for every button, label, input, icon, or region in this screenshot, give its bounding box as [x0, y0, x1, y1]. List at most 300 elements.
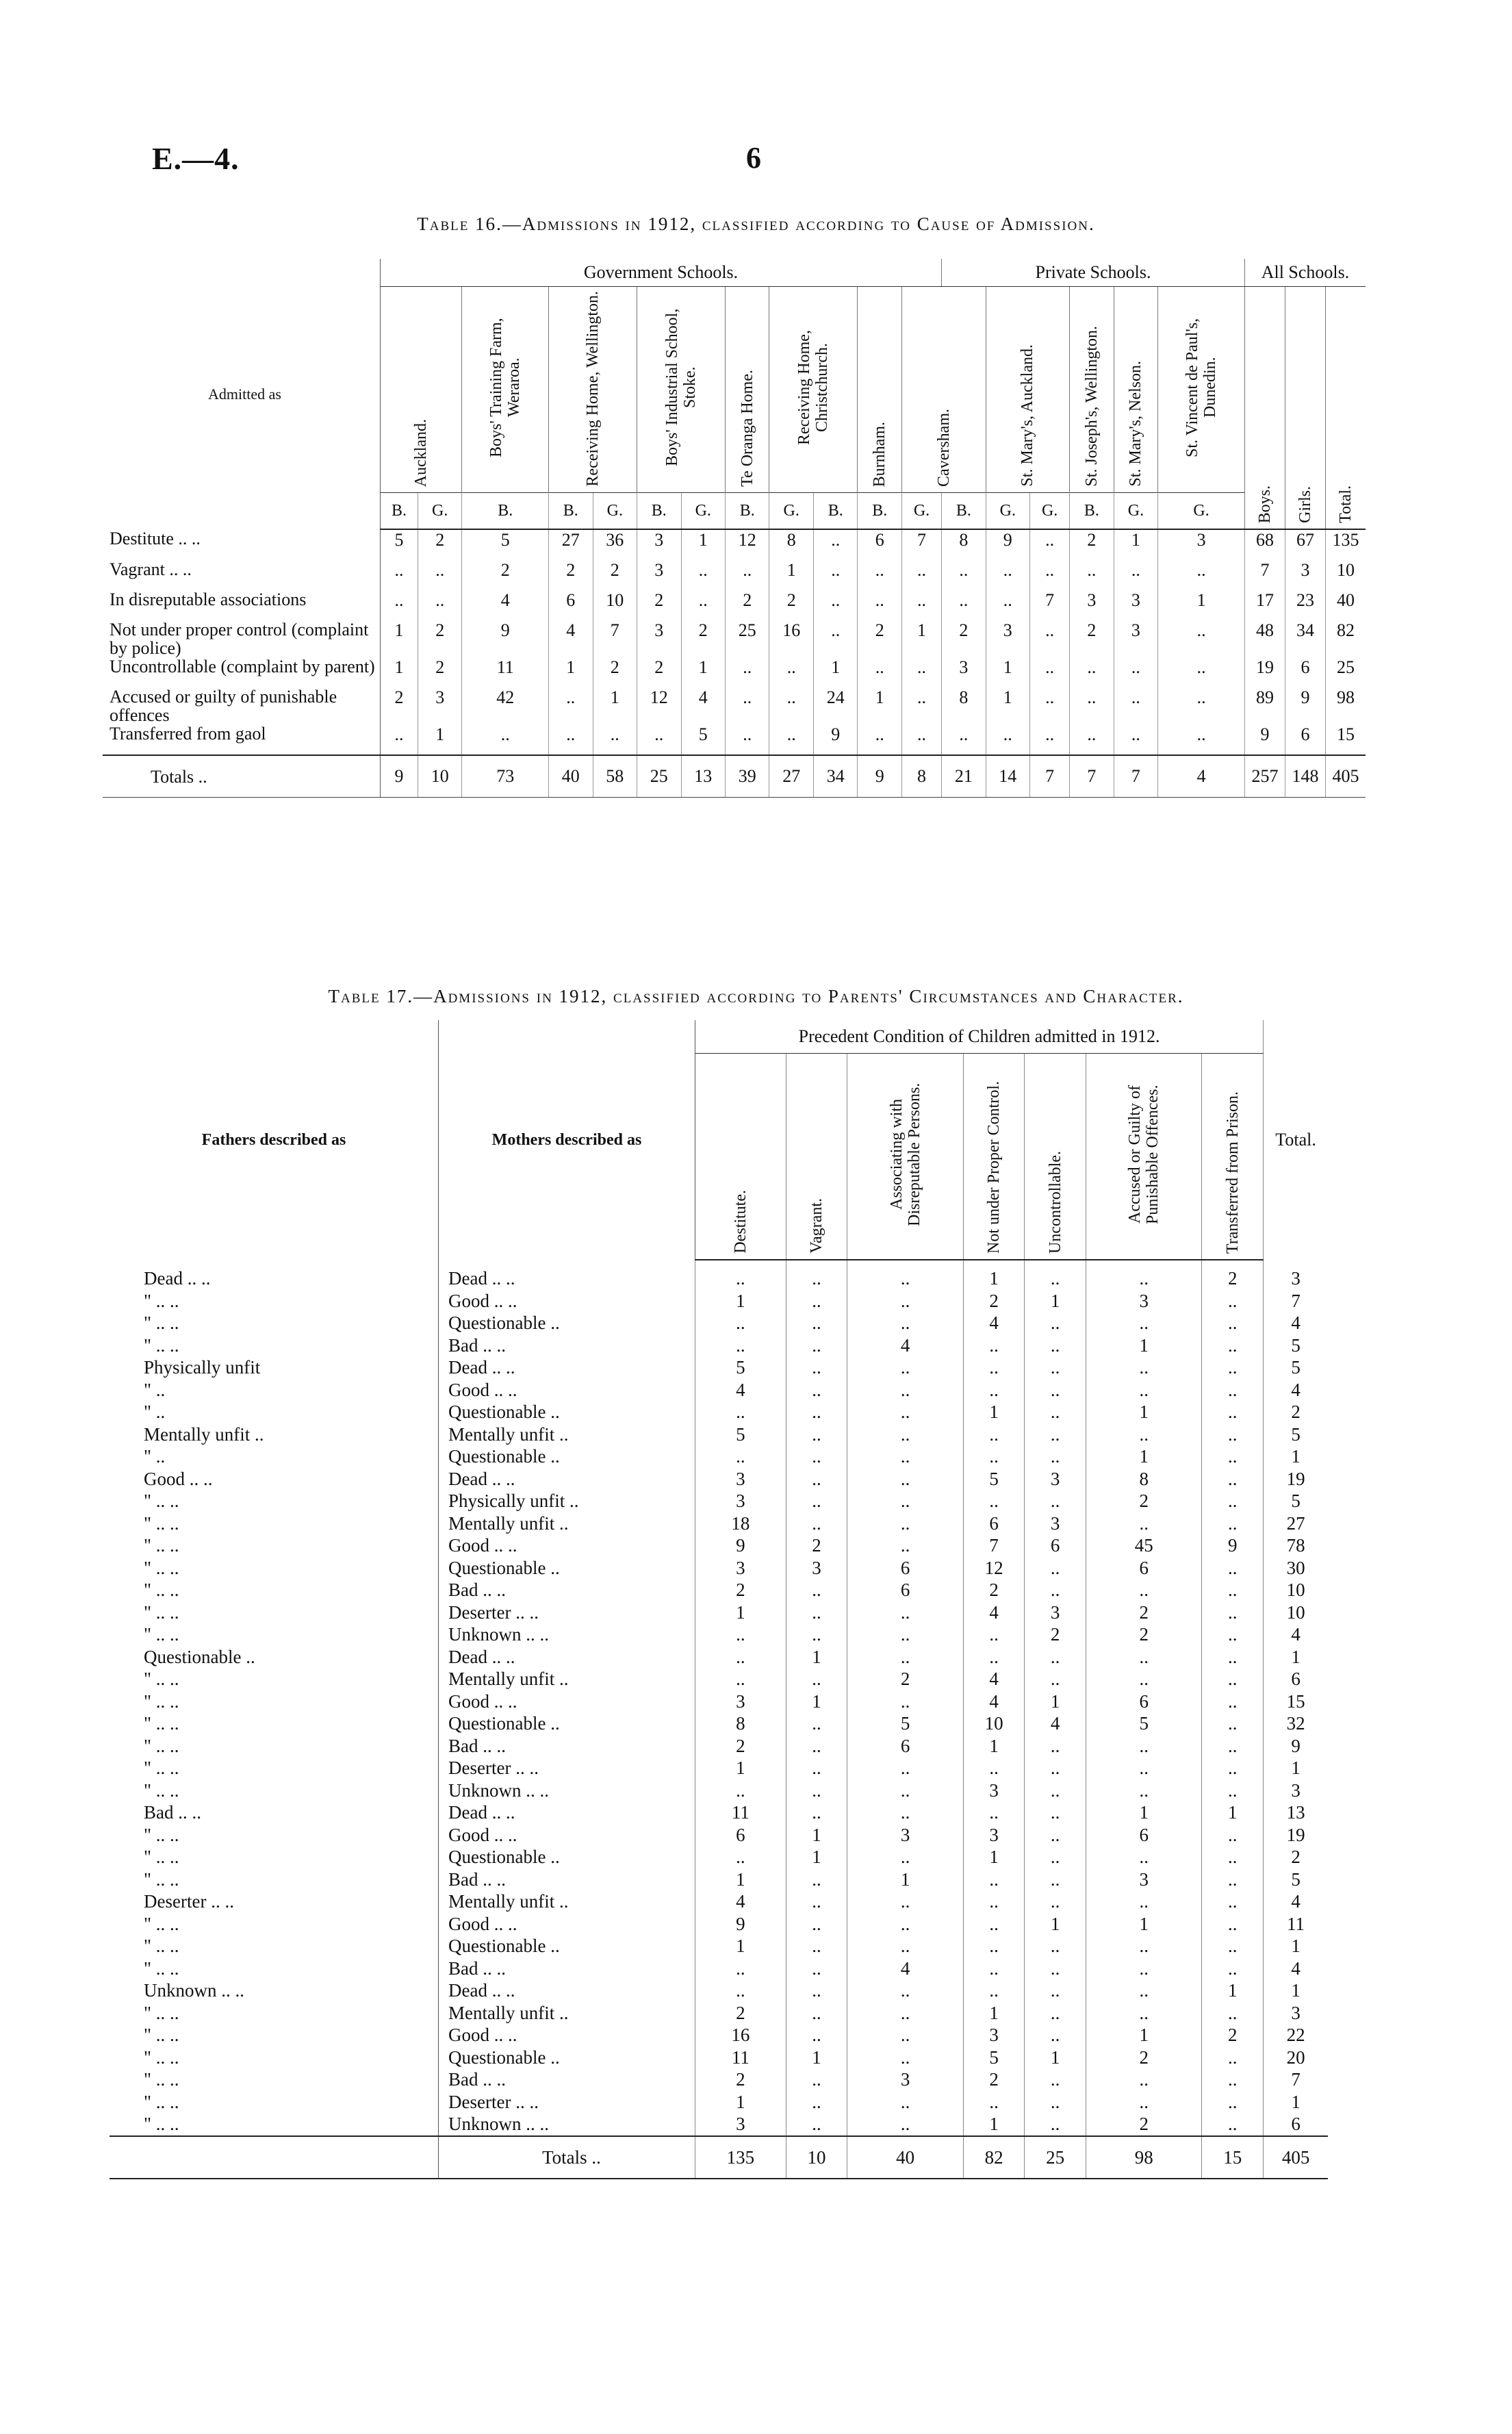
totals-cell: 257 — [1245, 755, 1285, 798]
table-cell: 1 — [1264, 1646, 1328, 1669]
table17-total-header: Total. — [1264, 1020, 1328, 1260]
table-cell: 16 — [769, 620, 813, 657]
table-cell: .. — [681, 560, 725, 590]
father-cell: " .. .. — [144, 1535, 179, 1556]
table-cell: .. — [1025, 2002, 1086, 2025]
condition-name: Destitute. — [731, 1190, 749, 1254]
table-cell: 82 — [1326, 620, 1366, 657]
mother-cell: Good .. .. — [439, 1913, 695, 1936]
table-cell: .. — [1086, 1356, 1202, 1379]
table-cell: 2 — [963, 2068, 1025, 2091]
totals-label: Totals .. — [439, 2136, 695, 2179]
table-cell: .. — [1025, 1490, 1086, 1512]
table-cell: 5 — [462, 529, 549, 560]
row-label: Transferred from gaol — [103, 724, 381, 755]
totals-cell: 135 — [695, 2136, 786, 2179]
table-cell: 7 — [1264, 1290, 1328, 1313]
table-cell: 5 — [1264, 1490, 1328, 1512]
table-cell: 1 — [695, 1935, 786, 1957]
table-cell: .. — [1114, 687, 1157, 724]
all-schools-subheader — [1326, 287, 1366, 530]
table-cell: 1 — [1086, 1913, 1202, 1936]
table-cell: 1 — [786, 2046, 847, 2069]
father-cell: " .. .. — [144, 1624, 179, 1645]
table-cell: 4 — [462, 590, 549, 620]
table17-precedent-row — [110, 1020, 1328, 1054]
mother-cell: Questionable .. — [439, 1557, 695, 1580]
condition-header — [786, 1054, 847, 1260]
table-cell: .. — [1025, 1890, 1086, 1913]
table-row — [110, 1824, 1328, 1847]
condition-header — [695, 1054, 786, 1260]
table-cell: .. — [1086, 1957, 1202, 1980]
sex-subheader: B. — [381, 493, 418, 530]
totals-cell: 25 — [1025, 2136, 1086, 2179]
mother-cell: Mentally unfit .. — [439, 1668, 695, 1690]
sex-subheader: B. — [813, 493, 857, 530]
table17-caption: Table 17.—Admissions in 1912, classified according to Parents' Circumstances and Character. — [328, 986, 1184, 1006]
father-cell: " .. .. — [144, 2069, 179, 2090]
table-cell: .. — [1202, 1957, 1264, 1980]
table-cell: 3 — [1025, 1601, 1086, 1624]
table-cell: 6 — [1086, 1557, 1202, 1580]
table-cell: 5 — [1264, 1356, 1328, 1379]
table-cell: 2 — [1025, 1623, 1086, 1646]
table-cell: .. — [695, 1401, 786, 1423]
table-cell: 4 — [1264, 1957, 1328, 1980]
table-cell: .. — [847, 1646, 964, 1669]
table-row — [110, 1557, 1328, 1580]
table-cell: .. — [1202, 2068, 1264, 2091]
table-row — [110, 2068, 1328, 2091]
table-cell: .. — [1070, 560, 1114, 590]
table-cell: .. — [1030, 620, 1070, 657]
table-cell: 1 — [986, 687, 1029, 724]
mother-cell: Bad .. .. — [439, 1735, 695, 1758]
totals-cell: 9 — [381, 755, 418, 798]
table-cell: .. — [786, 1779, 847, 1802]
table-cell: 6 — [847, 1735, 964, 1758]
table-cell: .. — [1202, 1935, 1264, 1957]
totals-cell: 148 — [1285, 755, 1326, 798]
table-row — [103, 687, 1366, 724]
totals-cell: 7 — [1070, 755, 1114, 798]
table-cell: 4 — [695, 1890, 786, 1913]
table-cell: 2 — [1070, 620, 1114, 657]
table-cell: 1 — [418, 724, 461, 755]
table-cell: 5 — [1264, 1423, 1328, 1446]
table-cell: .. — [942, 590, 986, 620]
condition-name: Transferred from Prison. — [1223, 1091, 1242, 1254]
father-cell: " .. .. — [144, 1601, 179, 1623]
father-cell: " .. .. — [144, 1313, 179, 1334]
totals-cell: 98 — [1086, 2136, 1202, 2179]
table-cell: 2 — [681, 620, 725, 657]
table-cell: 2 — [1070, 529, 1114, 560]
mother-cell: Deserter .. .. — [439, 1601, 695, 1624]
table-cell: 7 — [1264, 2068, 1328, 2091]
totals-cell: 9 — [858, 755, 901, 798]
table-row — [110, 1334, 1328, 1357]
institution-header — [462, 287, 549, 493]
table-cell: 48 — [1245, 620, 1285, 657]
table-cell: .. — [695, 1957, 786, 1980]
table-cell: .. — [847, 1690, 964, 1713]
table-cell: 1 — [1025, 2046, 1086, 2069]
sex-subheader: G. — [418, 493, 461, 530]
table-cell: .. — [847, 1290, 964, 1313]
row-label: Not under proper control (complaint by police) — [103, 620, 381, 657]
table-cell: .. — [786, 1913, 847, 1936]
father-cell: " .. — [144, 1379, 166, 1400]
table-cell: .. — [786, 1668, 847, 1690]
table-cell: .. — [681, 590, 725, 620]
father-cell: " .. .. — [144, 1868, 179, 1890]
table-cell: .. — [963, 1801, 1025, 1824]
table-cell: .. — [963, 1890, 1025, 1913]
table-cell: 2 — [1086, 1601, 1202, 1624]
table-cell: 3 — [847, 2068, 964, 2091]
condition-header — [1202, 1054, 1264, 1260]
table-cell: .. — [847, 1260, 964, 1290]
father-cell: " .. .. — [144, 2091, 179, 2112]
table-cell: .. — [847, 1801, 964, 1824]
table-cell: .. — [1202, 1379, 1264, 1402]
table-cell: .. — [786, 2002, 847, 2025]
table-cell: .. — [786, 1757, 847, 1779]
table-cell: 1 — [1025, 1913, 1086, 1936]
table-cell: .. — [786, 1490, 847, 1512]
table-cell: 9 — [986, 529, 1029, 560]
table-row — [110, 1423, 1328, 1446]
table-cell: 19 — [1264, 1468, 1328, 1491]
table-row — [110, 1801, 1328, 1824]
table-cell: .. — [813, 560, 857, 590]
table-cell: .. — [986, 724, 1029, 755]
table-cell: 9 — [462, 620, 549, 657]
mother-cell: Dead .. .. — [439, 1260, 695, 1290]
table-cell: 1 — [1086, 2024, 1202, 2046]
table-cell: .. — [786, 1801, 847, 1824]
totals-cell: 7 — [1030, 755, 1070, 798]
table-cell: .. — [695, 1779, 786, 1802]
table-cell: 2 — [593, 560, 637, 590]
table-cell: .. — [786, 1935, 847, 1957]
table-cell: .. — [786, 1334, 847, 1357]
table-cell: .. — [813, 529, 857, 560]
mother-cell: Mentally unfit .. — [439, 1890, 695, 1913]
sex-subheader: G. — [1030, 493, 1070, 530]
table-cell: .. — [786, 1979, 847, 2002]
table-cell: .. — [1202, 1579, 1264, 1601]
table-cell: 5 — [847, 1712, 964, 1735]
mother-cell: Good .. .. — [439, 1379, 695, 1402]
fathers-header: Fathers described as — [110, 1020, 439, 1260]
mother-cell: Good .. .. — [439, 1824, 695, 1847]
table-cell: .. — [847, 1913, 964, 1936]
table16 — [103, 259, 1366, 798]
totals-cell: 27 — [769, 755, 813, 798]
table-cell: .. — [786, 2113, 847, 2136]
table-cell: .. — [847, 1423, 964, 1446]
table-cell: 3 — [1114, 620, 1157, 657]
table-cell: .. — [847, 1534, 964, 1557]
table-cell: 2 — [695, 2068, 786, 2091]
table-cell: 19 — [1264, 1824, 1328, 1847]
table-cell: .. — [786, 1735, 847, 1758]
table-cell: 3 — [963, 1779, 1025, 1802]
table-row — [103, 529, 1366, 560]
table-cell: 6 — [1086, 1690, 1202, 1713]
institution-name: Burnham. — [871, 421, 889, 487]
admitted-as-header: Admitted as — [103, 259, 381, 529]
table-cell: 1 — [1264, 2091, 1328, 2114]
table-cell: .. — [1202, 2002, 1264, 2025]
table-row — [110, 1757, 1328, 1779]
table-cell: .. — [1202, 1646, 1264, 1669]
table-cell: .. — [1030, 529, 1070, 560]
institution-name: Caversham. — [934, 409, 953, 487]
table-row — [110, 2046, 1328, 2069]
table-cell: .. — [1202, 1868, 1264, 1891]
table-row — [110, 1690, 1328, 1713]
table-row — [110, 1623, 1328, 1646]
father-cell: Bad .. .. — [144, 1802, 201, 1823]
table-cell: 25 — [726, 620, 769, 657]
institution-name: Te Oranga Home. — [738, 370, 756, 487]
table-cell: .. — [1025, 1379, 1086, 1402]
totals-row — [110, 2136, 1328, 2179]
table-cell: 2 — [418, 657, 461, 687]
table-cell: 36 — [593, 529, 637, 560]
sex-subheader: B. — [942, 493, 986, 530]
table-cell: .. — [1030, 687, 1070, 724]
table-cell: 1 — [1114, 529, 1157, 560]
table-cell: 1 — [1202, 1979, 1264, 2002]
table-cell: 2 — [726, 590, 769, 620]
totals-cell: 14 — [986, 755, 1029, 798]
sex-subheader: B. — [1070, 493, 1114, 530]
table-cell: .. — [1025, 2091, 1086, 2114]
table-cell: .. — [786, 1957, 847, 1980]
condition-header — [1025, 1054, 1086, 1260]
condition-name: Not under Proper Control. — [985, 1081, 1003, 1254]
table-cell: 78 — [1264, 1534, 1328, 1557]
table-cell: 6 — [1025, 1534, 1086, 1557]
father-cell: " .. .. — [144, 1557, 179, 1578]
table-cell: 25 — [1326, 657, 1366, 687]
table-cell: .. — [786, 1401, 847, 1423]
table-cell: 12 — [963, 1557, 1025, 1580]
table-cell: .. — [1086, 1735, 1202, 1758]
mother-cell: Questionable .. — [439, 1401, 695, 1423]
table-cell: .. — [986, 590, 1029, 620]
mother-cell: Bad .. .. — [439, 1957, 695, 1980]
institution-name: Receiving Home, Christchurch. — [795, 330, 832, 445]
table-cell: 27 — [1264, 1512, 1328, 1535]
table-cell: .. — [963, 1935, 1025, 1957]
sex-subheader: G. — [1158, 493, 1245, 530]
table-row — [110, 1979, 1328, 2002]
table-cell: .. — [963, 1913, 1025, 1936]
table-cell: 1 — [1264, 1445, 1328, 1468]
table-cell: 2 — [1086, 1623, 1202, 1646]
institution-header — [769, 287, 858, 493]
mother-cell: Dead .. .. — [439, 1356, 695, 1379]
table-cell: 24 — [813, 687, 857, 724]
sex-subheader: B. — [462, 493, 549, 530]
table-cell: .. — [1025, 2113, 1086, 2136]
mother-cell: Dead .. .. — [439, 1646, 695, 1669]
table-cell: .. — [1202, 1334, 1264, 1357]
table-cell: 30 — [1264, 1557, 1328, 1580]
table-cell: 1 — [381, 620, 418, 657]
table-cell: 1 — [986, 657, 1029, 687]
table-row — [110, 1957, 1328, 1980]
table-cell: 1 — [786, 1690, 847, 1713]
table-cell: 19 — [1245, 657, 1285, 687]
table-cell: 7 — [1245, 560, 1285, 590]
table-cell: .. — [1158, 560, 1245, 590]
table-cell: .. — [901, 687, 941, 724]
table-cell: 8 — [1086, 1468, 1202, 1491]
mother-cell: Dead .. .. — [439, 1801, 695, 1824]
table-cell: .. — [381, 560, 418, 590]
table-cell: 1 — [963, 1401, 1025, 1423]
table-cell: .. — [847, 1757, 964, 1779]
institution-header — [901, 287, 986, 493]
sex-subheader: G. — [681, 493, 725, 530]
totals-cell: 405 — [1326, 755, 1366, 798]
father-cell: " .. .. — [144, 1779, 179, 1801]
table-cell: 1 — [1086, 1401, 1202, 1423]
table-row — [110, 1512, 1328, 1535]
table-cell: .. — [1025, 1312, 1086, 1334]
table-cell: .. — [1086, 1646, 1202, 1669]
table-cell: .. — [847, 1890, 964, 1913]
father-cell: " .. .. — [144, 1290, 179, 1311]
table-cell: .. — [901, 657, 941, 687]
institution-name: St. Joseph's, Wellington. — [1082, 326, 1101, 487]
table-cell: 1 — [1264, 1757, 1328, 1779]
table-cell: .. — [847, 1401, 964, 1423]
father-cell: " .. .. — [144, 1936, 179, 1957]
table-cell: 135 — [1326, 529, 1366, 560]
table-cell: 2 — [695, 2002, 786, 2025]
table-cell: .. — [1025, 1957, 1086, 1980]
table-cell: 7 — [963, 1534, 1025, 1557]
mother-cell: Mentally unfit .. — [439, 1512, 695, 1535]
table-cell: .. — [847, 2024, 964, 2046]
father-cell: Mentally unfit .. — [144, 1423, 264, 1445]
table-cell: 40 — [1326, 590, 1366, 620]
table-cell: 2 — [1086, 2046, 1202, 2069]
table-row — [110, 1868, 1328, 1891]
institution-header — [1158, 287, 1245, 493]
table-row — [103, 620, 1366, 657]
mother-cell: Questionable .. — [439, 1445, 695, 1468]
table-cell: 3 — [1086, 1868, 1202, 1891]
table-cell: .. — [1158, 687, 1245, 724]
table-cell: 12 — [637, 687, 681, 724]
row-label: Destitute .. .. — [103, 529, 381, 560]
table-cell: 1 — [695, 1290, 786, 1313]
sex-subheader: G. — [986, 493, 1029, 530]
table-cell: .. — [1202, 2046, 1264, 2069]
table-cell: .. — [769, 657, 813, 687]
condition-header — [847, 1054, 964, 1260]
all-schools-label: Total. — [1336, 485, 1355, 523]
table-cell: .. — [418, 560, 461, 590]
table-cell: .. — [1025, 1334, 1086, 1357]
table-cell: 7 — [901, 529, 941, 560]
table-cell: .. — [1202, 1668, 1264, 1690]
table-cell: .. — [1158, 657, 1245, 687]
table-row — [110, 2113, 1328, 2136]
table-cell: .. — [1025, 1445, 1086, 1468]
totals-cell: 73 — [462, 755, 549, 798]
father-cell: " .. .. — [144, 1957, 179, 1979]
table-cell: 4 — [1264, 1890, 1328, 1913]
table-cell: .. — [942, 560, 986, 590]
table-cell: 3 — [1070, 590, 1114, 620]
table-cell: .. — [381, 724, 418, 755]
totals-cell: 405 — [1264, 2136, 1328, 2179]
totals-cell: 25 — [637, 755, 681, 798]
table-cell: 3 — [695, 1490, 786, 1512]
table-cell: 1 — [1025, 1290, 1086, 1313]
table-cell: .. — [847, 1379, 964, 1402]
table-cell: .. — [1202, 1557, 1264, 1580]
table-cell: .. — [695, 1260, 786, 1290]
table-cell: .. — [1070, 687, 1114, 724]
table-cell: 10 — [1264, 1579, 1328, 1601]
table-row — [110, 1779, 1328, 1802]
table-cell: .. — [1025, 2024, 1086, 2046]
table-cell: 15 — [1264, 1690, 1328, 1713]
sex-subheader: B. — [549, 493, 593, 530]
table-cell: 1 — [813, 657, 857, 687]
table-cell: .. — [963, 1445, 1025, 1468]
table-row — [103, 724, 1366, 755]
table-cell: .. — [1025, 1668, 1086, 1690]
table-cell: .. — [963, 1757, 1025, 1779]
father-cell: " .. .. — [144, 1491, 179, 1512]
table-cell: .. — [1025, 1579, 1086, 1601]
mother-cell: Questionable .. — [439, 1712, 695, 1735]
table-cell: 5 — [963, 2046, 1025, 2069]
table-cell: .. — [1202, 1356, 1264, 1379]
totals-cell: 58 — [593, 755, 637, 798]
table-cell: .. — [1025, 1868, 1086, 1891]
table-cell: 3 — [1264, 1260, 1328, 1290]
sex-subheader: G. — [1114, 493, 1157, 530]
table-cell: 9 — [695, 1913, 786, 1936]
table-cell: .. — [1025, 1801, 1086, 1824]
table-cell: .. — [963, 1490, 1025, 1512]
table-cell: .. — [786, 2024, 847, 2046]
sex-subheader: G. — [593, 493, 637, 530]
table-cell: 1 — [695, 1601, 786, 1624]
table-cell: 2 — [418, 620, 461, 657]
table-cell: 1 — [381, 657, 418, 687]
table-cell: .. — [695, 1334, 786, 1357]
table-cell: .. — [786, 1290, 847, 1313]
table-cell: 5 — [963, 1468, 1025, 1491]
table-cell: .. — [1086, 1579, 1202, 1601]
father-cell: " .. .. — [144, 1512, 179, 1534]
institution-header — [1070, 287, 1114, 493]
